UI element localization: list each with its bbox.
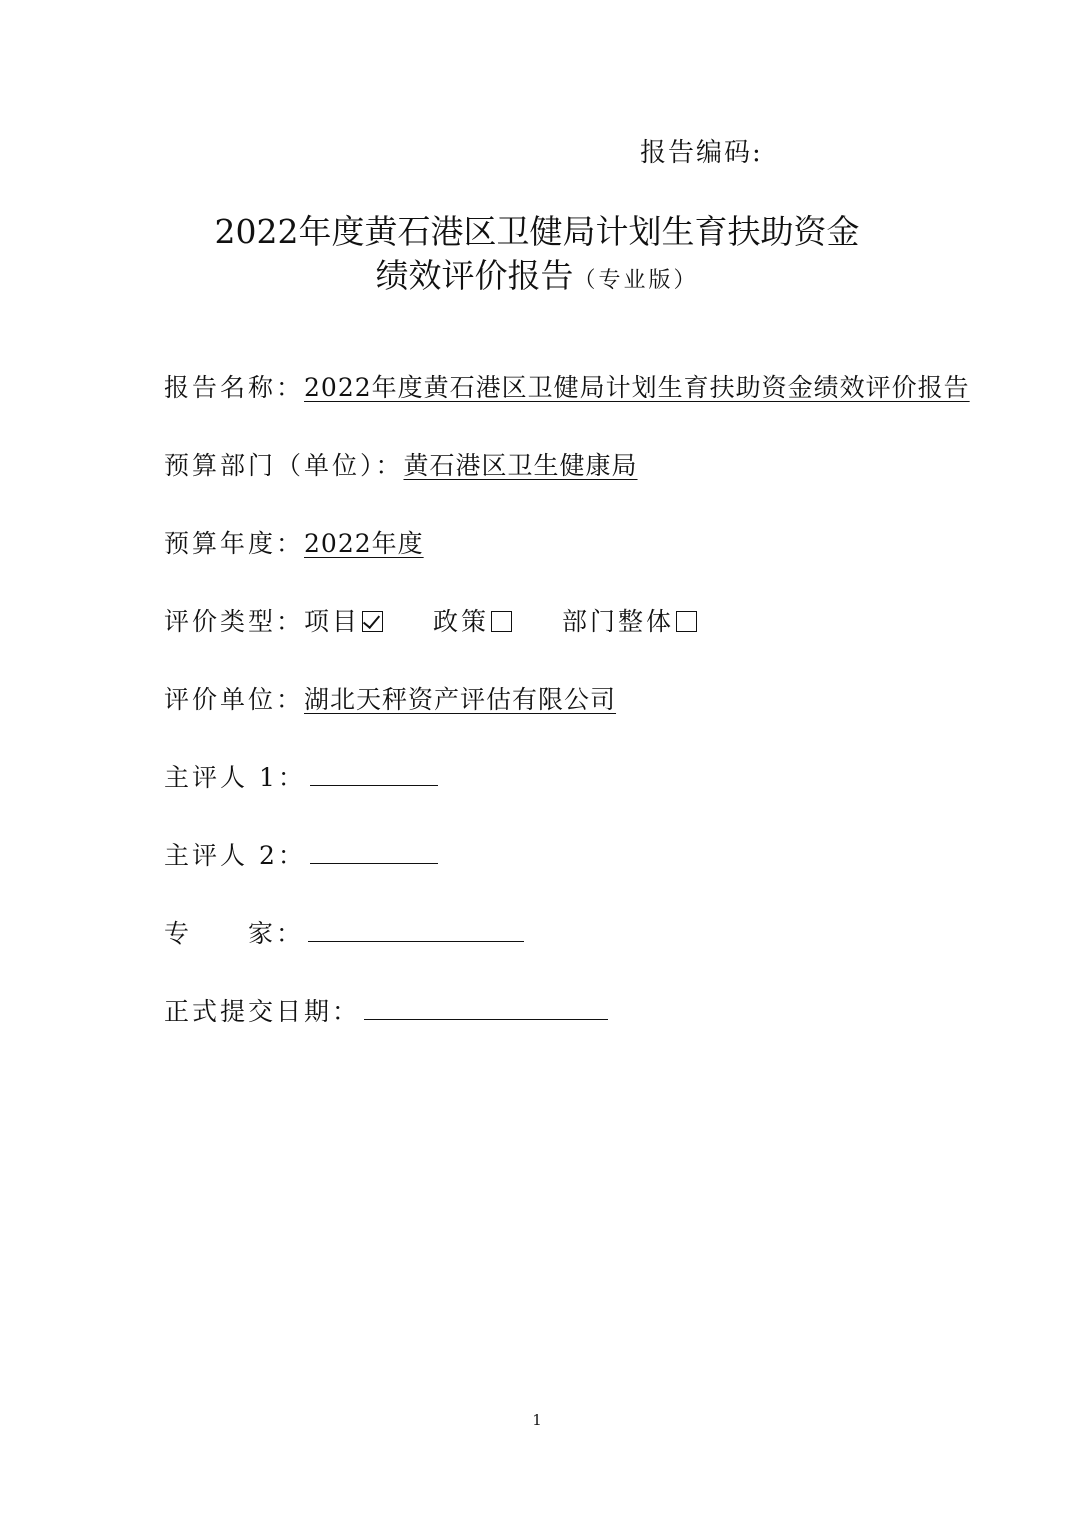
evaluator1-label: 主评人 1： bbox=[164, 763, 306, 792]
field-evaluator2 bbox=[164, 836, 438, 872]
report-name-value: 2022年度黄石港区卫健局计划生育扶助资金绩效评价报告 bbox=[304, 373, 970, 402]
report-edition: （专业版） bbox=[573, 268, 699, 293]
checkbox-empty-icon[interactable] bbox=[676, 611, 697, 632]
report-name-label: 报告名称： bbox=[164, 373, 305, 402]
evaluator2-blank[interactable] bbox=[310, 837, 438, 864]
eval-unit-value: 湖北天秤资产评估有限公司 bbox=[304, 685, 617, 714]
checkbox-checked-icon[interactable] bbox=[362, 611, 383, 632]
checkbox-empty-icon[interactable] bbox=[491, 611, 512, 632]
option-policy-label: 政策 bbox=[433, 607, 490, 636]
report-title-line1: 2022年度黄石港区卫健局计划生育扶助资金 bbox=[214, 212, 860, 251]
budget-year-label: 预算年度： bbox=[164, 529, 305, 558]
submit-date-blank[interactable] bbox=[364, 993, 608, 1020]
field-eval-unit bbox=[164, 680, 616, 716]
field-eval-type bbox=[164, 602, 747, 638]
option-dept-label: 部门整体 bbox=[562, 607, 675, 636]
expert-blank[interactable] bbox=[308, 915, 524, 942]
eval-type-option-policy[interactable] bbox=[433, 602, 512, 638]
eval-unit-label: 评价单位： bbox=[164, 685, 305, 714]
eval-type-option-project[interactable] bbox=[304, 602, 383, 638]
budget-year-value: 2022年度 bbox=[304, 529, 424, 558]
report-title-main: 绩效评价报告 bbox=[375, 256, 574, 295]
submit-date-label: 正式提交日期： bbox=[164, 997, 361, 1026]
option-project-label: 项目 bbox=[304, 607, 361, 636]
report-title-line2 bbox=[0, 250, 1074, 297]
budget-dept-value: 黄石港区卫生健康局 bbox=[403, 451, 638, 480]
evaluator2-label: 主评人 2： bbox=[164, 841, 306, 870]
evaluator1-blank[interactable] bbox=[310, 759, 438, 786]
budget-dept-label: 预算部门（单位）： bbox=[164, 451, 404, 480]
field-budget-dept bbox=[164, 446, 638, 482]
page-number: 1 bbox=[532, 1411, 542, 1429]
eval-type-option-dept[interactable] bbox=[562, 602, 697, 638]
eval-type-label: 评价类型： bbox=[164, 607, 305, 636]
report-code-label: 报告编码: bbox=[640, 138, 763, 168]
field-report-name bbox=[164, 368, 970, 404]
field-evaluator1 bbox=[164, 758, 438, 794]
expert-label: 专 家： bbox=[164, 919, 305, 948]
field-submit-date bbox=[164, 992, 608, 1028]
field-budget-year bbox=[164, 524, 424, 560]
field-expert bbox=[164, 914, 524, 950]
